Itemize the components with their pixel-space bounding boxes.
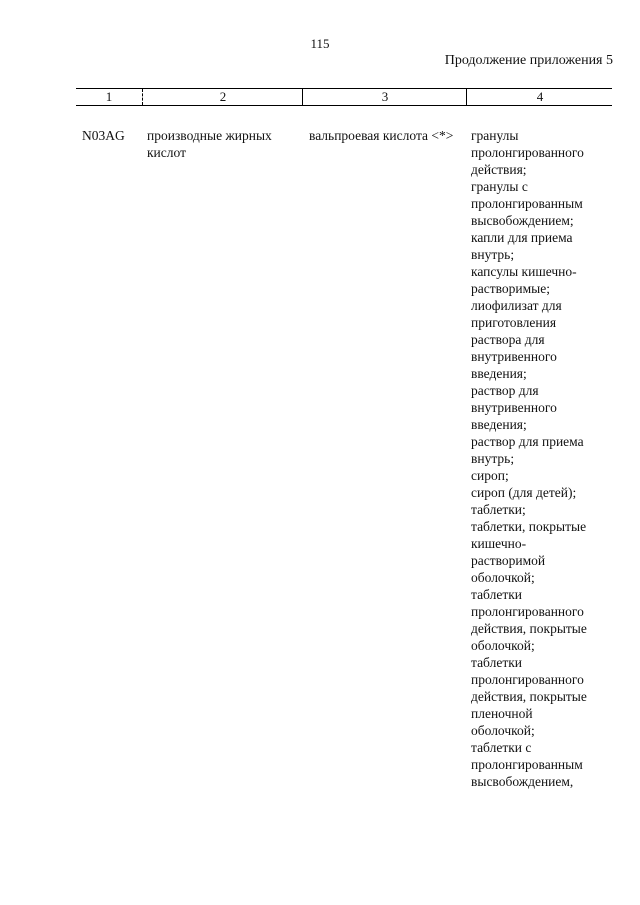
dosage-form-line: раствор для	[471, 383, 539, 398]
dosage-form-line: таблетки	[471, 655, 523, 670]
dosage-form-line: пролонгированным	[471, 196, 583, 211]
column-header-2: 2	[142, 89, 303, 105]
dosage-form-line: внутрь;	[471, 451, 515, 466]
dosage-form-line: действия, покрытые	[471, 689, 587, 704]
dosage-form-line: действия, покрытые	[471, 621, 587, 636]
dosage-form-line: гранулы с	[471, 179, 528, 194]
pharmacological-group: производные жирных кислот	[147, 128, 272, 160]
dosage-form-line: оболочкой;	[471, 638, 535, 653]
dosage-form-line: высвобождением,	[471, 774, 574, 789]
dosage-form-line: таблетки	[471, 587, 523, 602]
dosage-form-line: пролонгированного	[471, 604, 584, 619]
dosage-form-line: лиофилизат для	[471, 298, 562, 313]
dosage-form-line: таблетки, покрытые	[471, 519, 587, 534]
dosage-form-line: раствора для	[471, 332, 545, 347]
dosage-form-line: сироп (для детей);	[471, 485, 577, 500]
dosage-form-line: пленочной	[471, 706, 533, 721]
dosage-form-line: таблетки;	[471, 502, 526, 517]
dosage-form-line: оболочкой;	[471, 570, 535, 585]
dosage-forms-list	[471, 127, 611, 790]
dosage-form-line: гранулы	[471, 128, 519, 143]
dosage-form-line: внутривенного	[471, 349, 557, 364]
dosage-form-line: пролонгированного	[471, 145, 584, 160]
column-header-1: 1	[105, 89, 113, 104]
dosage-form-line: высвобождением;	[471, 213, 574, 228]
dosage-form-line: пролонгированного	[471, 672, 584, 687]
dosage-form-line: внутривенного	[471, 400, 557, 415]
dosage-form-line: сироп;	[471, 468, 509, 483]
dosage-form-line: введения;	[471, 417, 527, 432]
dosage-form-line: пролонгированным	[471, 757, 583, 772]
dosage-form-line: действия;	[471, 162, 527, 177]
dosage-form-line: растворимые;	[471, 281, 550, 296]
dosage-form-line: капли для приема	[471, 230, 573, 245]
column-header-3: 3	[302, 89, 467, 105]
appendix-label: Продолжение приложения 5	[444, 53, 613, 68]
dosage-form-line: растворимой	[471, 553, 546, 568]
dosage-form-line: оболочкой;	[471, 723, 535, 738]
dosage-form-line: введения;	[471, 366, 527, 381]
table-header-row	[76, 88, 612, 106]
atc-code: N03AG	[82, 128, 125, 143]
page-number: 115	[310, 36, 330, 51]
dosage-form-line: капсулы кишечно-	[471, 264, 577, 279]
dosage-form-line: кишечно-	[471, 536, 527, 551]
column-header-4: 4	[466, 89, 613, 105]
dosage-form-line: приготовления	[471, 315, 557, 330]
dosage-form-line: внутрь;	[471, 247, 515, 262]
substance-name: вальпроевая кислота <*>	[309, 128, 454, 143]
dosage-form-line: раствор для приема	[471, 434, 584, 449]
dosage-form-line: таблетки с	[471, 740, 532, 755]
